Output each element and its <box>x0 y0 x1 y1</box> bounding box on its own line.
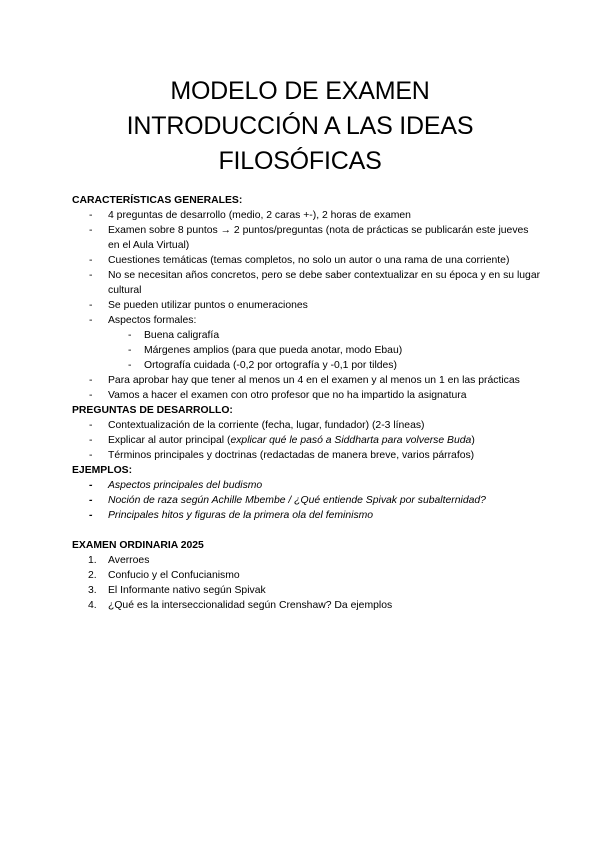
list-item <box>72 583 542 598</box>
text-segment: ) <box>471 435 475 446</box>
list-item: - Se pueden utilizar puntos o enumeraciones <box>72 298 542 313</box>
list-item-text: El Informante nativo según Spivak <box>108 585 266 596</box>
list-item: - Ortografía cuidada (-0,2 por ortografía y -0,1 por tildes) <box>72 358 542 373</box>
section-heading-ejemplos: EJEMPLOS: <box>72 465 133 476</box>
list-number: 1. <box>88 555 97 566</box>
list-item: - Términos principales y doctrinas (redactadas de manera breve, varios párrafos) <box>72 448 542 463</box>
list-item: - Noción de raza según Achille Mbembe / ¿Qué entiende Spivak por subalternidad? <box>72 493 542 508</box>
list-item: - Contextualización de la corriente (fecha, lugar, fundador) (2-3 líneas) <box>72 418 542 433</box>
list-item: - Buena caligrafía <box>72 328 542 343</box>
list-item: - Vamos a hacer el examen con otro profesor que no ha impartido la asignatura <box>72 388 542 403</box>
section-heading-preguntas: PREGUNTAS DE DESARROLLO: <box>72 405 233 416</box>
title-line-1: MODELO DE EXAMEN <box>170 77 430 105</box>
list-number: 2. <box>88 570 97 581</box>
ejemplos-list <box>72 478 542 523</box>
list-item <box>72 568 542 583</box>
list-item: - Para aprobar hay que tener al menos un 4 en el examen y al menos un 1 en las prácticas <box>72 373 542 388</box>
preguntas-list <box>72 418 542 463</box>
list-item-text: Averroes <box>108 555 150 566</box>
list-item <box>72 433 542 448</box>
list-item-text: ¿Qué es la interseccionalidad según Crenshaw? Da ejemplos <box>108 600 393 611</box>
page-title <box>0 74 600 179</box>
list-number: 3. <box>88 585 97 596</box>
list-item <box>72 553 542 568</box>
list-item: - Cuestiones temáticas (temas completos, no solo un autor o una rama de una corriente) <box>72 253 542 268</box>
document-body <box>72 193 542 613</box>
list-item: - Aspectos formales: <box>72 313 542 328</box>
list-item: - Principales hitos y figuras de la primera ola del feminismo <box>72 508 542 523</box>
list-item <box>72 598 542 613</box>
section-heading-caracteristicas: CARACTERÍSTICAS GENERALES: <box>72 195 243 206</box>
section-heading-ordinaria: EXAMEN ORDINARIA 2025 <box>72 540 204 551</box>
list-item: - Márgenes amplios (para que pueda anotar, modo Ebau) <box>72 343 542 358</box>
list-number: 4. <box>88 600 97 611</box>
title-line-3: FILOSÓFICAS <box>218 147 382 175</box>
list-item-text: Confucio y el Confucianismo <box>108 570 240 581</box>
aspectos-formales-list <box>72 328 542 373</box>
list-item: - Aspectos principales del budismo <box>72 478 542 493</box>
list-item: - 4 preguntas de desarrollo (medio, 2 caras +-), 2 horas de examen <box>72 208 542 223</box>
text-segment: Explicar al autor principal ( <box>108 435 231 446</box>
caracteristicas-list-cont <box>72 373 542 403</box>
spacer <box>72 523 542 538</box>
italic-segment: explicar qué le pasó a Siddharta para volverse Buda <box>230 435 472 446</box>
list-item: - Examen sobre 8 puntos → 2 puntos/preguntas (nota de prácticas se publicarán este jueves en el Aula Virtual) <box>72 223 542 253</box>
title-line-2: INTRODUCCIÓN A LAS IDEAS <box>126 112 474 140</box>
ordinaria-list <box>72 553 542 613</box>
caracteristicas-list <box>72 208 542 328</box>
list-item: - No se necesitan años concretos, pero se debe saber contextualizar en su época y en su lugar cultural <box>72 268 542 298</box>
